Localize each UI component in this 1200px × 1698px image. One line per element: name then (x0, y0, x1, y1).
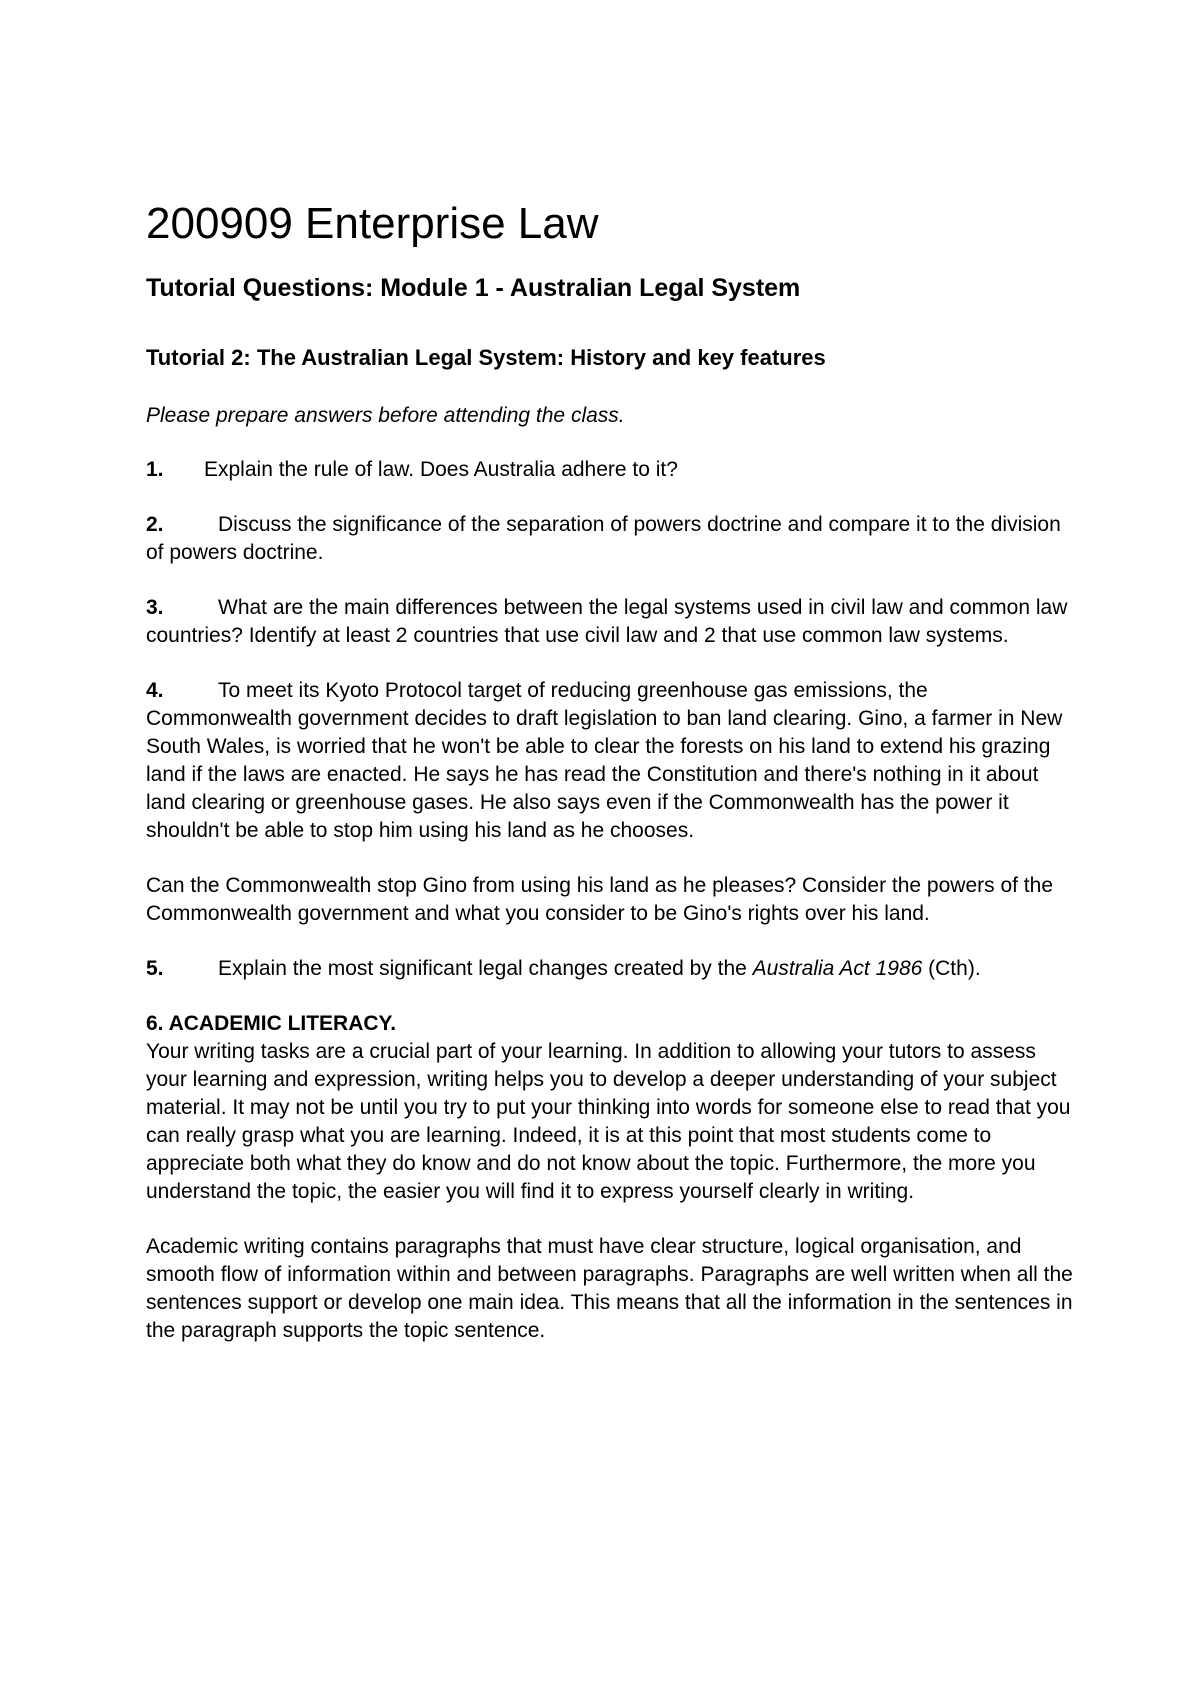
module-subtitle: Tutorial Questions: Module 1 - Australian Legal System (146, 274, 801, 302)
question-number: 5. (146, 957, 164, 980)
question-4-followup: Can the Commonwealth stop Gino from using his land as he pleases? Consider the powers of the Commonwealth government and what you consider to be Gino's rights over his land. (146, 874, 1053, 925)
document-content (146, 196, 1076, 1372)
question-text: What are the main differences between the legal systems used in civil law and common law countries? Identify at least 2 countries that use civil law and 2 that use common law systems. (146, 596, 1068, 647)
question-1 (146, 456, 1076, 484)
page-title: 200909 Enterprise Law (146, 199, 599, 248)
question-number: 2. (146, 513, 164, 536)
question-2 (146, 511, 1076, 567)
question-text-end: (Cth). (922, 957, 981, 980)
question-text: Explain the rule of law. Does Australia adhere to it? (204, 458, 678, 481)
act-title: Australia Act 1986 (752, 957, 923, 980)
question-text: Discuss the significance of the separation of powers doctrine and compare it to the division of powers doctrine. (146, 513, 1061, 564)
question-text: To meet its Kyoto Protocol target of reducing greenhouse gas emissions, the Commonwealth government decides to draft legislation to ban land clearing. Gino, a farmer in New South Wales, is worried that he won't be able to clear the forests on his land to extend his grazing land if the laws are enacted. He says he has read the Constitution and there's nothing in it about land clearing or greenhouse gases. He also says even if the Commonwealth has the power it shouldn't be able to stop him using his land as he chooses. (146, 679, 1063, 842)
section-6-paragraph-2: Academic writing contains paragraphs that must have clear structure, logical organisation, and smooth flow of information within and between paragraphs. Paragraphs are well written when all the sentences support or develop one main idea. This means that all the information in the sentences in the paragraph supports the topic sentence. (146, 1235, 1073, 1342)
question-3 (146, 594, 1076, 650)
instruction-text: Please prepare answers before attending the class. (146, 404, 625, 427)
question-number: 1. (146, 458, 164, 481)
tutorial-heading: Tutorial 2: The Australian Legal System: History and key features (146, 345, 826, 370)
section-6 (146, 1010, 1076, 1206)
section-6-paragraph-1: Your writing tasks are a crucial part of your learning. In addition to allowing your tutors to assess your learning and expression, writing helps you to develop a deeper understanding of your subject material. It may not be until you try to put your thinking into words for someone else to read that you can really grasp what you are learning. Indeed, it is at this point that most students come to appreciate both what they do know and do not know about the topic. Furthermore, the more you understand the topic, the easier you will find it to express yourself clearly in writing. (146, 1040, 1071, 1203)
question-number: 3. (146, 596, 164, 619)
section-6-heading: 6. ACADEMIC LITERACY. (146, 1012, 397, 1035)
question-number: 4. (146, 679, 164, 702)
question-4 (146, 677, 1076, 845)
question-text: Explain the most significant legal changes created by the (218, 957, 753, 980)
question-5 (146, 955, 1076, 983)
